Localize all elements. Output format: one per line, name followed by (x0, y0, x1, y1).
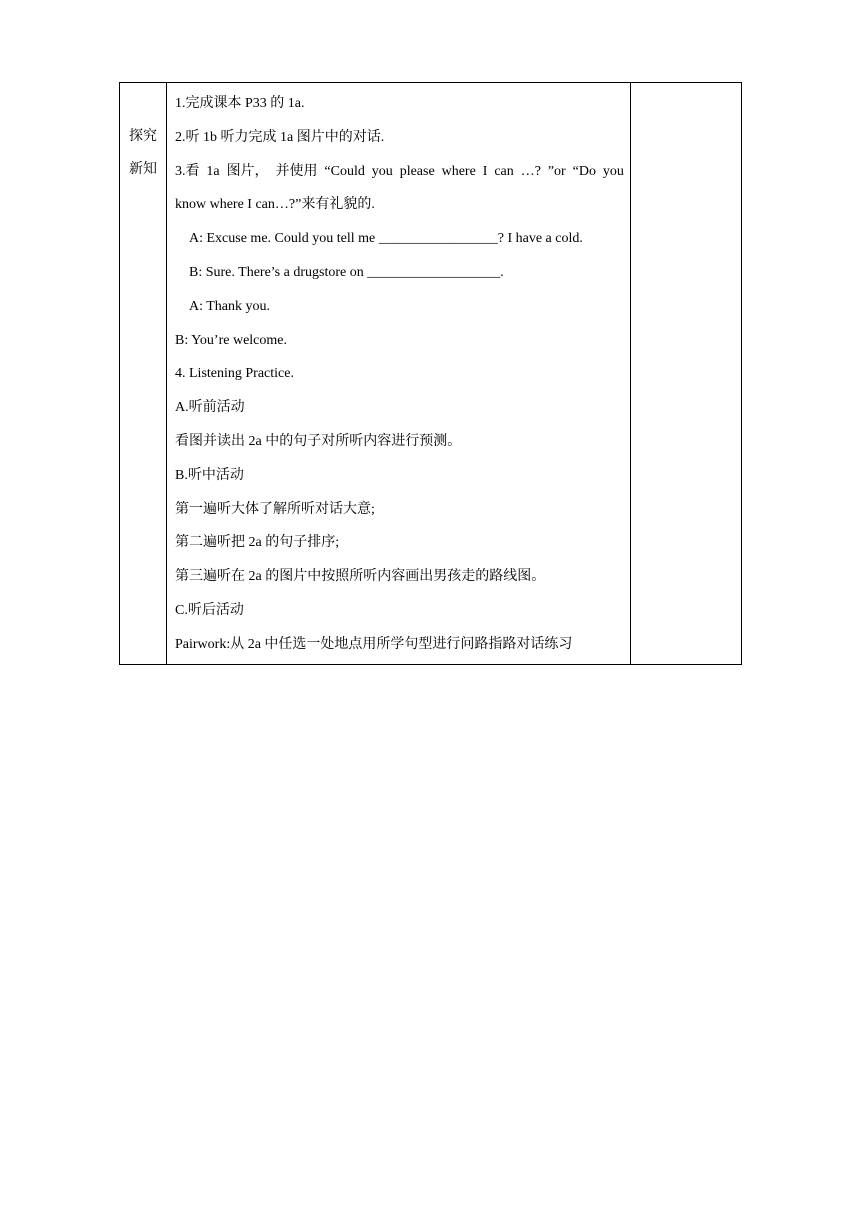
pairwork-text: Pairwork:从 2a 中任选一处地点用所学句型进行问路指路对话练习 (175, 636, 573, 652)
step-3-word: you (371, 163, 393, 179)
dialogue-line-b1: B: Sure. There’s a drugstore on ___________________. (189, 264, 504, 280)
step-4-heading: 4. Listening Practice. (175, 366, 294, 382)
dialogue-line-a2: A: Thank you. (189, 298, 271, 314)
step-3-continuation: know where I can…?”来有礼貌的. (175, 197, 375, 213)
step-3-word: please (399, 163, 435, 179)
step-3-word: you (602, 163, 624, 179)
notes-cell (631, 83, 742, 665)
step-3-word: 并使用 (275, 163, 318, 179)
step-3-word: 3.看 (175, 163, 200, 179)
step-3-word: “Do (572, 163, 596, 179)
step-2-text: 2.听 1b 听力完成 1a 图片中的对话. (175, 129, 385, 145)
step-3-word: I (482, 163, 488, 179)
pre-listening-text: 看图并读出 2a 中的句子对所听内容进行预测。 (175, 433, 462, 449)
dialogue-line-a1: A: Excuse me. Could you tell me _________________? I have a cold. (189, 231, 583, 247)
dialogue-line-b2: B: You’re welcome. (175, 332, 287, 348)
table-row (120, 83, 742, 665)
section-label (120, 83, 166, 186)
section-label-cell (120, 83, 167, 665)
step-3-word: where (441, 163, 476, 179)
third-listen-text: 第三遍听在 2a 的图片中按照所听内容画出男孩走的路线图。 (175, 569, 546, 585)
first-listen-text: 第一遍听大体了解所听对话大意; (175, 501, 375, 517)
step-3-word: 图片， (226, 163, 269, 179)
section-label-line-2: 新知 (129, 162, 157, 177)
step-3-word: …? (520, 163, 541, 179)
section-label-line-1: 探究 (129, 129, 157, 144)
second-listen-text: 第二遍听把 2a 的句子排序; (175, 535, 340, 551)
step-3-word: 1a (206, 163, 220, 179)
step-3-word: ”or (547, 163, 566, 179)
while-listening-heading: B.听中活动 (175, 467, 244, 483)
step-1-text: 1.完成课本 P33 的 1a. (175, 96, 305, 111)
pre-listening-heading: A.听前活动 (175, 400, 245, 416)
content-body (167, 83, 630, 664)
lesson-table (119, 82, 742, 665)
post-listening-heading: C.听后活动 (175, 602, 244, 618)
step-3-text (175, 155, 630, 189)
step-3-word: can (494, 163, 514, 179)
step-3-word: “Could (324, 163, 365, 179)
content-cell (167, 83, 631, 665)
